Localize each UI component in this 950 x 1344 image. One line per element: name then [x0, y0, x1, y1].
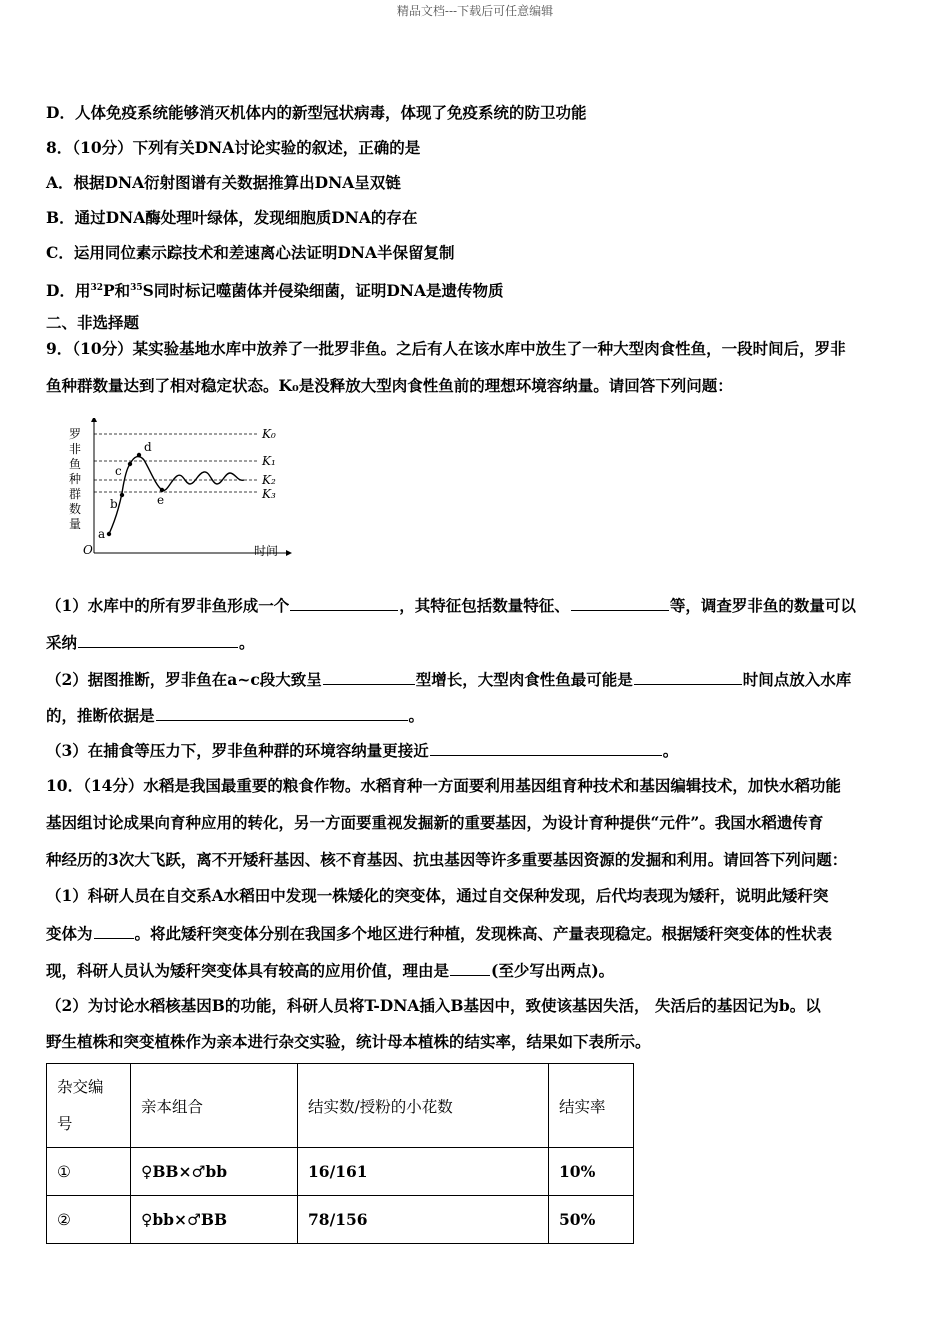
- table-cell: 10%: [549, 1148, 634, 1196]
- point-b-label: b: [110, 497, 118, 511]
- point-d-label: d: [144, 440, 152, 454]
- ylabel-char-2: 非: [69, 442, 82, 456]
- option-a-q8: A．根据DNA衍射图谱有关数据推算出DNA呈双链: [46, 173, 401, 192]
- ylabel-char-3: 鱼: [69, 457, 82, 471]
- q10-sub1-line1: （1）科研人员在自交系A水稻田中发现一株矮化的突变体，通过自交保种发现，后代均表现为矮秆，说明此矮秆突: [46, 886, 829, 905]
- table-cell: 50%: [549, 1196, 634, 1244]
- answer-blank[interactable]: [94, 923, 134, 939]
- table-row: [47, 1148, 634, 1196]
- header-cell: 杂交编 号: [47, 1064, 131, 1148]
- question-8: 8．（10分）下列有关DNA讨论实验的叙述，正确的是: [46, 138, 421, 157]
- ylabel-char-6: 数: [69, 502, 82, 516]
- k3-label: K₃: [262, 487, 276, 501]
- k0-label: K₀: [262, 427, 276, 441]
- q10-sub2-line2: 野生植株和突变植株作为亲本进行杂交实验，统计母本植株的结实率，结果如下表所示。: [46, 1032, 651, 1051]
- q10-sub2-line1: （2）为讨论水稻核基因B的功能，科研人员将T-DNA插入B基因中，致使该基因失活， 失活后的基因记为b。以: [46, 996, 821, 1015]
- ylabel-char-4: 种: [69, 472, 82, 486]
- table-row: [47, 1196, 634, 1244]
- header-cell: 结实率: [549, 1064, 634, 1148]
- origin-label: O: [83, 543, 93, 557]
- option-d-q8: D．用$^{32}$P和$^{35}$S同时标记噬菌体并侵染细菌，证明DNA是遗传物质: [46, 281, 504, 301]
- answer-blank[interactable]: [78, 632, 238, 648]
- ylabel-char-7: 量: [69, 517, 82, 531]
- option-b-q8: B．通过DNA酶处理叶绿体，发现细胞质DNA的存在: [46, 208, 418, 227]
- answer-blank[interactable]: [450, 960, 490, 976]
- option-c-q8: C．运用同位素示踪技术和差速离心法证明DNA半保留复制: [46, 243, 455, 262]
- header-cell: 结实数/授粉的小花数: [298, 1064, 549, 1148]
- page-header: 精品文档---下载后可任意编辑: [396, 4, 554, 18]
- q9-sub2-line1: （2）据图推断，罗非鱼在a~c段大致呈 型增长，大型肉食性鱼最可能是 时间点放入水库: [46, 670, 852, 689]
- point-c-label: c: [115, 464, 122, 478]
- table-header-row: [47, 1064, 634, 1148]
- table-cell: ②: [47, 1196, 131, 1244]
- question-10-line3: 种经历的3次大飞跃，离不开矮秆基因、核不育基因、抗虫基因等许多重要基因资源的发掘和利用。请回答下列问题：: [46, 850, 848, 869]
- q10-sub1-line2: 变体为 。将此矮秆突变体分别在我国多个地区进行种植，发现株高、产量表现稳定。根据矮秆突变体的性状表: [46, 924, 833, 943]
- question-10-line1: 10．（14分）水稻是我国最重要的粮食作物。水稻育种一方面要利用基因组育种技术和基因编辑技术，加快水稻功能: [46, 776, 841, 795]
- point-e-label: e: [157, 493, 165, 507]
- population-chart: [64, 418, 294, 563]
- question-10-line2: 基因组讨论成果向育种应用的转化，另一方面要重视发掘新的重要基因，为设计育种提供“元件”。我国水稻遗传育: [46, 813, 824, 832]
- answer-blank[interactable]: [634, 669, 742, 685]
- point-a-label: a: [98, 527, 106, 541]
- q9-sub1-line1: （1）水库中的所有罗非鱼形成一个 ，其特征包括数量特征、 等，调查罗非鱼的数量可以: [46, 596, 856, 615]
- answer-blank[interactable]: [323, 669, 415, 685]
- xlabel: 时间: [254, 544, 279, 558]
- answer-blank[interactable]: [290, 595, 398, 611]
- q9-sub2-line2: 的，推断依据是 。: [46, 706, 425, 725]
- question-9-line1: 9．（10分）某实验基地水库中放养了一批罗非鱼。之后有人在该水库中放生了一种大型肉食性鱼，一段时间后，罗非: [46, 339, 846, 358]
- answer-blank[interactable]: [430, 740, 662, 756]
- answer-blank[interactable]: [156, 705, 408, 721]
- k1-label: K₁: [262, 454, 276, 468]
- header-cell: 亲本组合: [131, 1064, 298, 1148]
- option-d-q7: D．人体免疫系统能够消灭机体内的新型冠状病毒，体现了免疫系统的防卫功能: [46, 103, 587, 122]
- table-cell: ①: [47, 1148, 131, 1196]
- ylabel-char-1: 罗: [69, 427, 82, 441]
- q9-sub1-line2: 采纳 。: [46, 633, 255, 652]
- q9-sub3: （3）在捕食等压力下，罗非鱼种群的环境容纳量更接近 。: [46, 741, 679, 760]
- table-cell: 78/156: [298, 1196, 549, 1244]
- question-9-line2: 鱼种群数量达到了相对稳定状态。K₀是没释放大型肉食性鱼前的理想环境容纳量。请回答下列问题：: [46, 376, 733, 395]
- k2-label: K₂: [262, 473, 276, 487]
- table-cell: ♀BB×♂bb: [131, 1148, 298, 1196]
- section-title: 二、非选择题: [46, 313, 140, 332]
- q10-sub1-line3: 现，科研人员认为矮秆突变体具有较高的应用价值，理由是 (至少写出两点)。: [46, 961, 615, 980]
- answer-blank[interactable]: [571, 595, 669, 611]
- cross-table: [46, 1063, 634, 1244]
- table-cell: 16/161: [298, 1148, 549, 1196]
- table-cell: ♀bb×♂BB: [131, 1196, 298, 1244]
- ylabel-char-5: 群: [69, 487, 82, 501]
